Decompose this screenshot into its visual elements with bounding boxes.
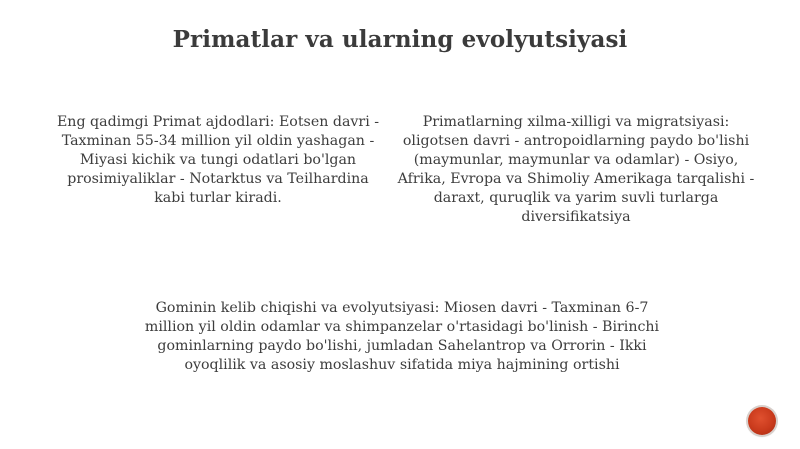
text-block-hominin-origin: Gominin kelib chiqishi va evolyutsiyasi: Miosen davri - Taxminan 6-7 million yil oldin odamlar va shimpanzelar o'rtasidagi bo'linish - Birinchi gominlarning paydo bo'lishi, jumladan Sahelantrop va Orrorin - Ikki oyoqlilik va asosiy moslashuv sifatida miya hajmining ortishi — [144, 300, 660, 373]
slide-title: Primatlar va ularning evolyutsiyasi — [172, 26, 628, 53]
text-block-early-ancestors: Eng qadimgi Primat ajdodlari: Eotsen davri - Taxminan 55-34 million yil oldin yashagan - Miyasi kichik va tungi odatlari bo'lgan prosimiyaliklar - Notarktus va Teilhardina kabi turlar kiradi. — [56, 114, 380, 206]
next-slide-button[interactable] — [748, 407, 776, 435]
text-block-diversity-migration: Primatlarning xilma-xilligi va migratsiyasi: oligotsen davri - antropoidlarning paydo bo'lishi (maymunlar, maymunlar va odamlar) - Osiyo, Afrika, Evropa va Shimoliy Amerikaga tarqalishi - daraxt, quruqlik va yarim suvli turlarga diversifikatsiya — [397, 114, 755, 225]
